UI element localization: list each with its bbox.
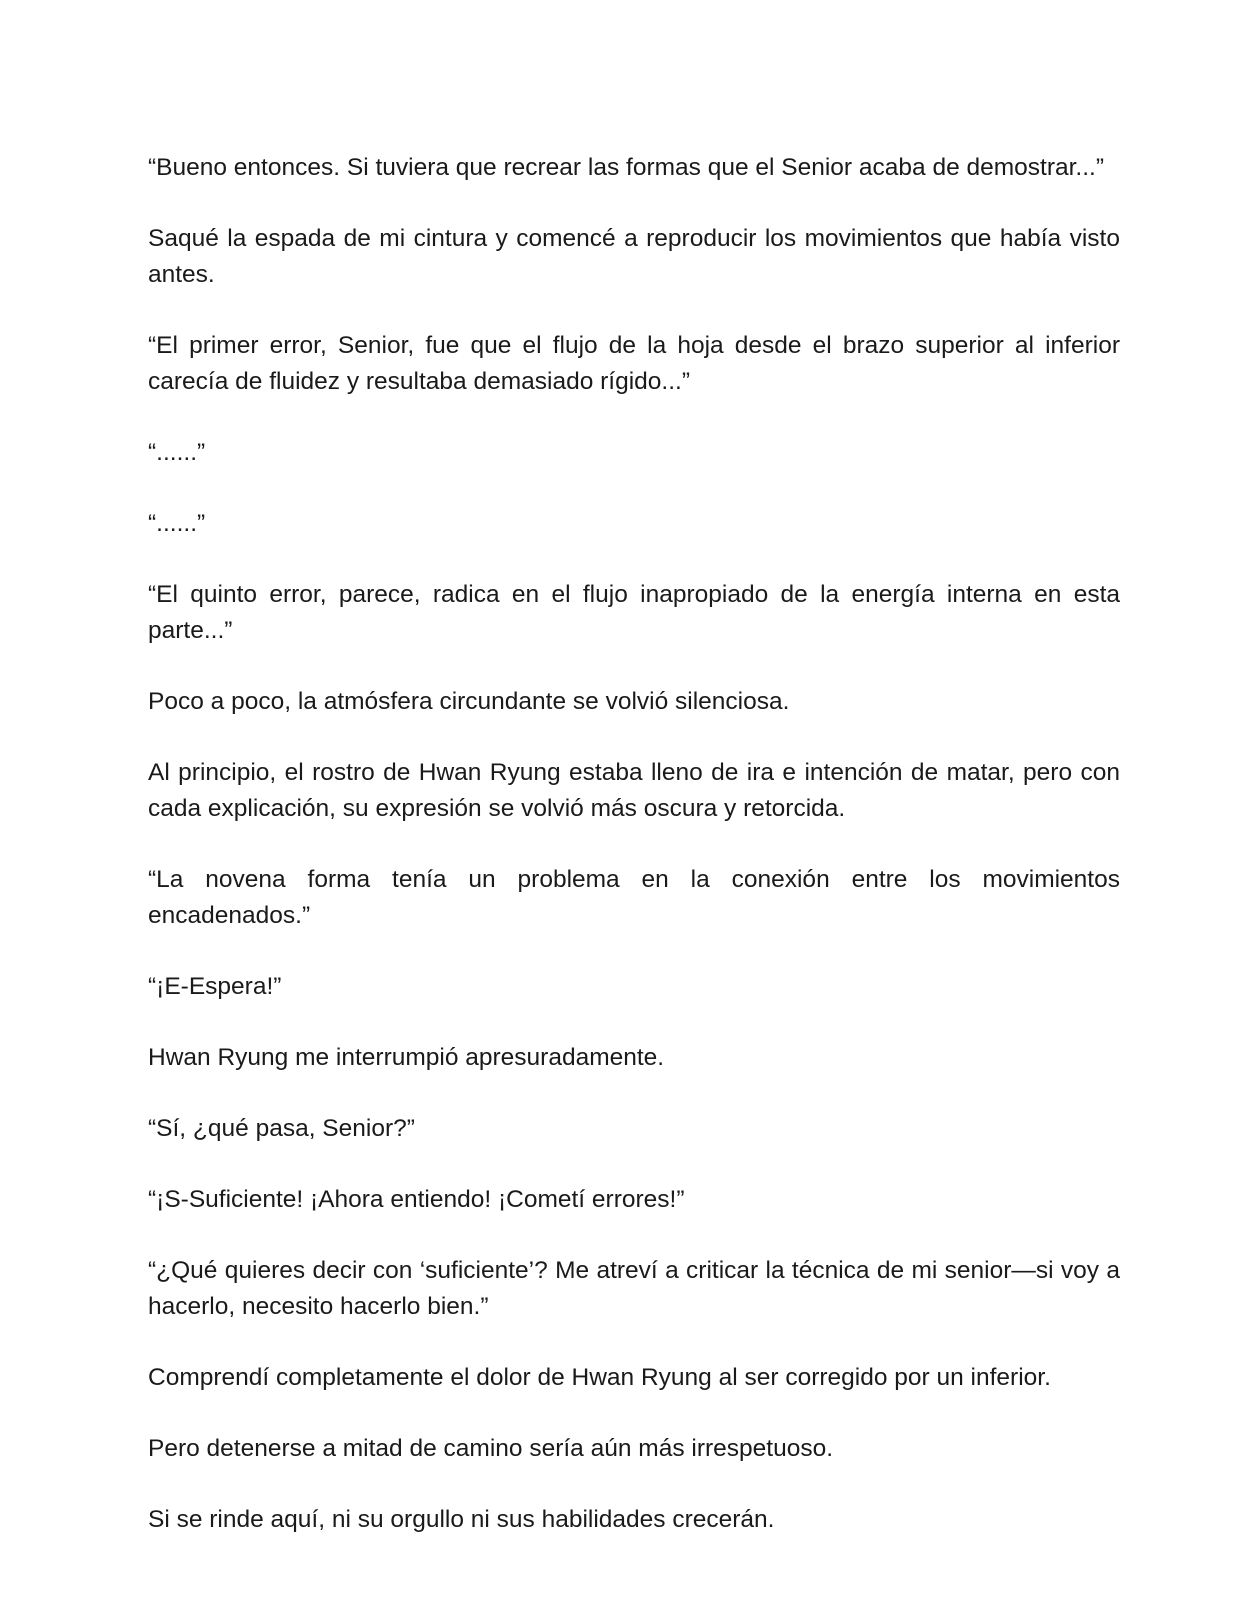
paragraph-10: “¡E-Espera!” [148, 973, 282, 1000]
paragraph-5: “......” [148, 510, 206, 537]
paragraph-2: Saqué la espada de mi cintura y comencé a reproducir los movimientos que había visto antes. [148, 225, 1120, 288]
paragraph-8: Al principio, el rostro de Hwan Ryung estaba lleno de ira e intención de matar, pero con cada explicación, su expresión se volvió más oscura y retorcida. [148, 759, 1120, 822]
paragraph-12: “Sí, ¿qué pasa, Senior?” [148, 1115, 415, 1142]
paragraph-3: “El primer error, Senior, fue que el flujo de la hoja desde el brazo superior al inferior carecía de fluidez y resultaba demasiado rígido...” [148, 332, 1120, 395]
paragraph-13: “¡S-Suficiente! ¡Ahora entiendo! ¡Cometí errores!” [148, 1186, 685, 1213]
paragraph-1: “Bueno entonces. Si tuviera que recrear las formas que el Senior acaba de demostrar...” [148, 154, 1105, 181]
paragraph-17: Si se rinde aquí, ni su orgullo ni sus habilidades crecerán. [148, 1506, 775, 1533]
paragraph-16: Pero detenerse a mitad de camino sería aún más irrespetuoso. [148, 1435, 834, 1462]
paragraph-6: “El quinto error, parece, radica en el flujo inapropiado de la energía interna en esta parte...” [148, 581, 1120, 644]
paragraph-11: Hwan Ryung me interrumpió apresuradamente. [148, 1044, 665, 1071]
paragraph-15: Comprendí completamente el dolor de Hwan Ryung al ser corregido por un inferior. [148, 1364, 1051, 1391]
paragraph-9: “La novena forma tenía un problema en la conexión entre los movimientos encadenados.” [148, 866, 1120, 929]
paragraph-4: “......” [148, 439, 206, 466]
paragraph-14: “¿Qué quieres decir con ‘suficiente’? Me atreví a criticar la técnica de mi senior—si voy a hacerlo, necesito hacerlo bien.” [148, 1257, 1120, 1320]
document-body [148, 150, 1120, 1573]
paragraph-7: Poco a poco, la atmósfera circundante se volvió silenciosa. [148, 688, 790, 715]
